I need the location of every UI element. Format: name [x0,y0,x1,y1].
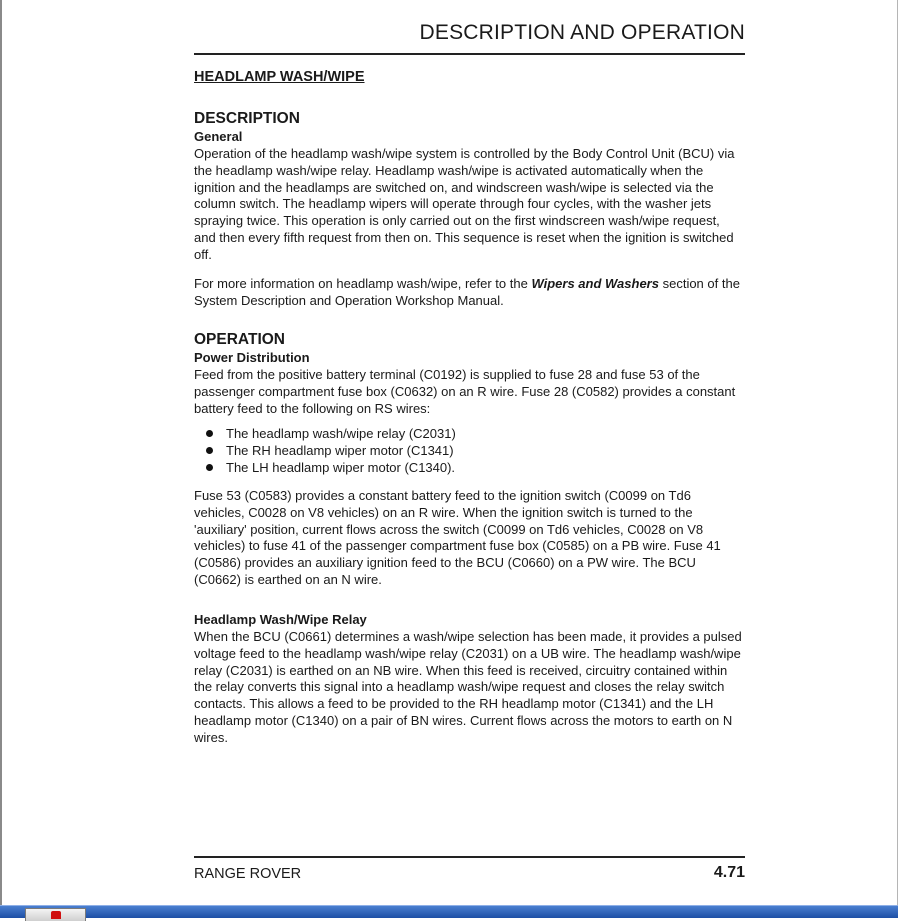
reference-link-wipers-and-washers: Wipers and Washers [531,276,659,291]
footer-divider [194,856,745,858]
bullet-icon [206,430,213,437]
header-divider [194,53,745,55]
list-item-text: The headlamp wash/wipe relay (C2031) [226,426,456,441]
section-title: HEADLAMP WASH/WIPE [194,69,365,85]
power-feed-list [194,425,456,476]
window-left-border [0,0,2,905]
taskbar [0,905,898,918]
reference-text-after: section of the System Description and Operation Workshop Manual. [194,276,740,308]
relay-subheading: Headlamp Wash/Wipe Relay [194,612,367,627]
page-header-title: DESCRIPTION AND OPERATION [419,21,745,44]
bullet-icon [206,447,213,454]
operation-heading: OPERATION [194,331,285,348]
footer-model-name: RANGE ROVER [194,866,302,882]
description-paragraph-1: Operation of the headlamp wash/wipe system is controlled by the Body Control Unit (BCU) via the headlamp wash/wipe relay. Headlamp wash/wipe is activated automatically when the ignition and the headlamps are switched on, and windscreen wash/wipe is selected via the column switch. The headlamp wipers will operate through four cycles, with the washer jets spraying twice. This operation is only carried out on the first windscreen wash/wipe request, and then every fifth request from then on. This sequence is reset when the ignition is switched off. [194,146,735,262]
relay-paragraph: When the BCU (C0661) determines a wash/wipe selection has been made, it provides a pulsed voltage feed to the headlamp wash/wipe relay (C2031) on a UB wire. The headlamp wash/wipe relay (C2031) is earthed on an NB wire. When this feed is received, circuitry contained within the relay converts this signal into a headlamp wash/wipe request and closes the relay switch contacts. This allows a feed to be provided to the RH headlamp motor (C1341) and the LH headlamp motor (C1340) on a pair of BN wires. Current flows across the motors to earth on N wires. [194,629,742,745]
list-item [194,425,456,442]
list-item-text: The LH headlamp wiper motor (C1340). [226,460,456,475]
power-distribution-paragraph-2: Fuse 53 (C0583) provides a constant battery feed to the ignition switch (C0099 on Td6 vehicles, C0028 on V8 vehicles) on an R wire. When the ignition switch is turned to the 'auxiliary' position, current flows across the switch (C0099 on Td6 vehicles, C0028 on V8 vehicles) to fuse 41 of the passenger compartment fuse box (C0585) on a PB wire. Fuse 41 (C0586) provides an auxiliary ignition feed to the BCU (C0660) on a PW wire. The BCU (C0662) is earthed on an N wire. [194,488,721,587]
reference-text-before: For more information on headlamp wash/wipe, refer to the [194,276,532,291]
description-heading: DESCRIPTION [194,110,300,127]
list-item [194,442,456,459]
footer-page-number: 4.71 [713,864,745,881]
bullet-icon [206,464,213,471]
start-button[interactable] [25,908,86,921]
start-logo-icon [51,911,61,919]
power-distribution-subheading: Power Distribution [194,350,310,365]
list-item [194,459,456,476]
list-item-text: The RH headlamp wiper motor (C1341) [226,443,454,458]
description-paragraph-2 [194,276,745,310]
general-subheading: General [194,129,243,144]
power-distribution-paragraph-1: Feed from the positive battery terminal (C0192) is supplied to fuse 28 and fuse 53 of the passenger compartment fuse box (C0632) on an R wire. Fuse 28 (C0582) provides a constant battery feed to the following on RS wires: [194,367,736,416]
